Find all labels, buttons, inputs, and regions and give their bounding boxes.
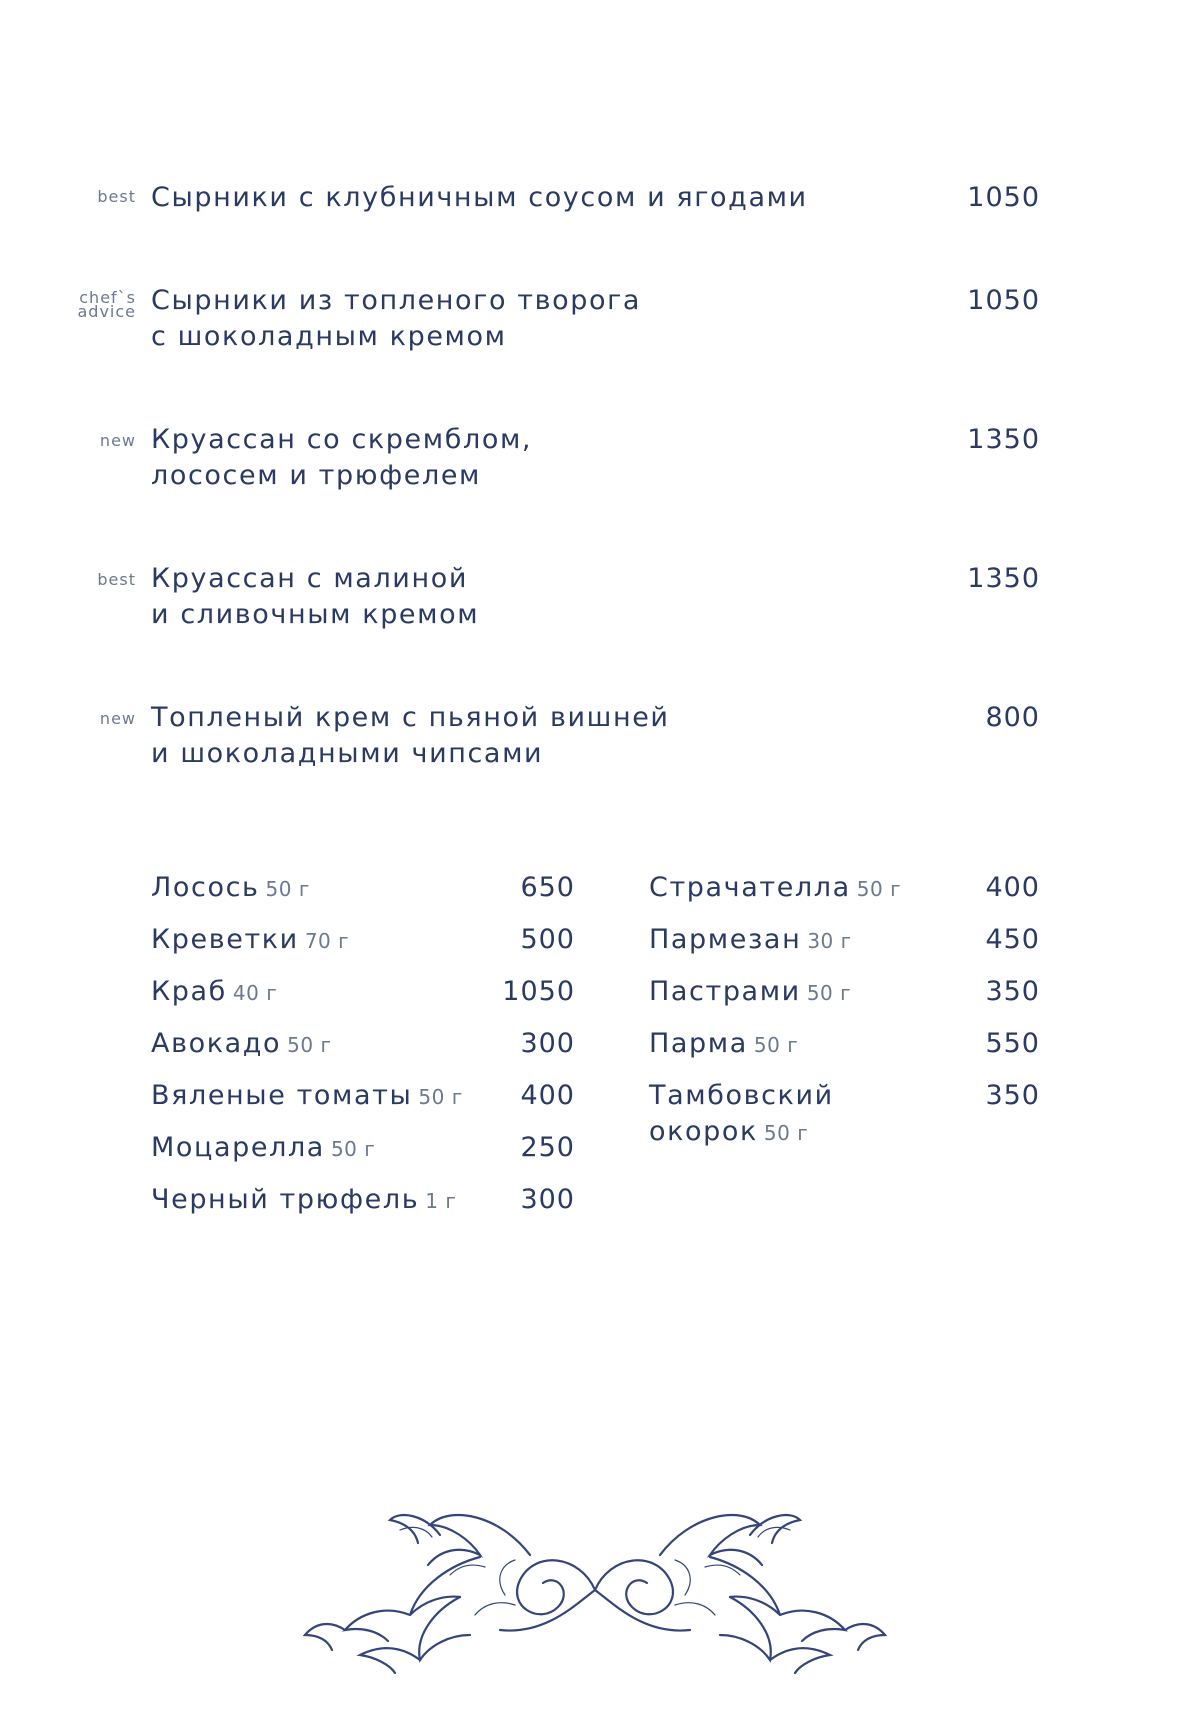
addon-weight: 40 г [232, 981, 278, 1005]
addon-weight: 70 г [304, 929, 350, 953]
addon-price: 550 [985, 1028, 1040, 1059]
addon-price: 350 [985, 976, 1040, 1007]
addon-weight: 50 г [418, 1085, 463, 1109]
dish-name-line: и сливочным кремом [151, 599, 480, 630]
addon-weight: 50 г [753, 1033, 799, 1057]
addon-name: Страчателла [649, 872, 851, 903]
dish-tag: best [97, 570, 136, 589]
dish-tag-line: advice [77, 302, 136, 321]
addon-weight: 50 г [856, 877, 902, 901]
addon-price: 650 [520, 872, 575, 903]
dish-name-line: с шоколадным кремом [151, 321, 507, 352]
addon-item [649, 1026, 1040, 1078]
addons-left-column [151, 870, 575, 1234]
dish-name-line: лососем и трюфелем [151, 460, 482, 491]
addon-name: Креветки [151, 924, 299, 955]
addon-item [649, 922, 1040, 974]
addon-price: 350 [985, 1080, 1040, 1111]
addon-name: Парма [649, 1028, 748, 1059]
dish-name-line: и шоколадными чипсами [151, 738, 544, 769]
dish-name [151, 180, 851, 216]
addon-item [151, 974, 575, 1026]
dish-name [151, 422, 851, 494]
addon-weight: 50 г [265, 877, 310, 901]
dish-name [151, 283, 851, 355]
dish-name [151, 561, 851, 633]
baroque-scroll-ornament-icon [300, 1495, 890, 1675]
dish-name-line: Круассан со скремблом, [151, 424, 533, 455]
dish-price: 1350 [967, 424, 1040, 455]
addon-name: Краб [151, 976, 227, 1007]
addon-item [151, 1078, 575, 1130]
addon-price: 400 [520, 1080, 575, 1111]
addon-name: Пастрами [649, 976, 801, 1007]
addon-name: Моцарелла [151, 1132, 325, 1163]
dish-price: 800 [985, 702, 1040, 733]
addon-item [151, 1130, 575, 1182]
addon-item [649, 1078, 1040, 1150]
addon-name: окорок [649, 1116, 758, 1147]
addon-name: Черный трюфель [151, 1184, 420, 1215]
addon-price: 300 [520, 1028, 575, 1059]
addon-item [151, 922, 575, 974]
dish-name-line: Круассан с малиной [151, 563, 468, 594]
addon-price: 450 [985, 924, 1040, 955]
addon-price: 500 [520, 924, 575, 955]
addon-name: Авокадо [151, 1028, 282, 1059]
dish-name-line: Сырники из топленого творога [151, 285, 642, 316]
dish-name-line: Топленый крем с пьяной вишней [151, 702, 670, 733]
addon-price: 300 [520, 1184, 575, 1215]
addon-weight: 50 г [287, 1033, 332, 1057]
dish-price: 1350 [967, 563, 1040, 594]
addons-right-column [649, 870, 1040, 1150]
dish-price: 1050 [967, 285, 1040, 316]
addon-item [649, 974, 1040, 1026]
dish-name-line: Сырники с клубничным соусом и ягодами [151, 182, 808, 213]
addon-item [151, 870, 575, 922]
dish-tag: best [97, 187, 136, 206]
addon-weight: 50 г [330, 1137, 376, 1161]
dish-price: 1050 [967, 182, 1040, 213]
addon-price: 250 [520, 1132, 575, 1163]
addon-name: Лосось [151, 872, 260, 903]
addon-item [151, 1026, 575, 1078]
dish-name [151, 700, 851, 772]
addon-weight: 50 г [806, 981, 852, 1005]
addon-name: Тамбовский [649, 1080, 834, 1111]
addon-price: 400 [985, 872, 1040, 903]
addon-weight: 50 г [763, 1121, 809, 1145]
addon-price: 1050 [502, 976, 575, 1007]
dish-tag [16, 288, 136, 321]
dish-tag-line: chef`s [79, 288, 136, 307]
addon-name: Пармезан [649, 924, 802, 955]
dish-tag: new [99, 431, 136, 450]
addon-weight: 1 г [425, 1189, 457, 1213]
addon-item [649, 870, 1040, 922]
addon-name: Вяленые томаты [151, 1080, 413, 1111]
dish-tag: new [99, 709, 136, 728]
addon-weight: 30 г [807, 929, 852, 953]
addon-item [151, 1182, 575, 1234]
